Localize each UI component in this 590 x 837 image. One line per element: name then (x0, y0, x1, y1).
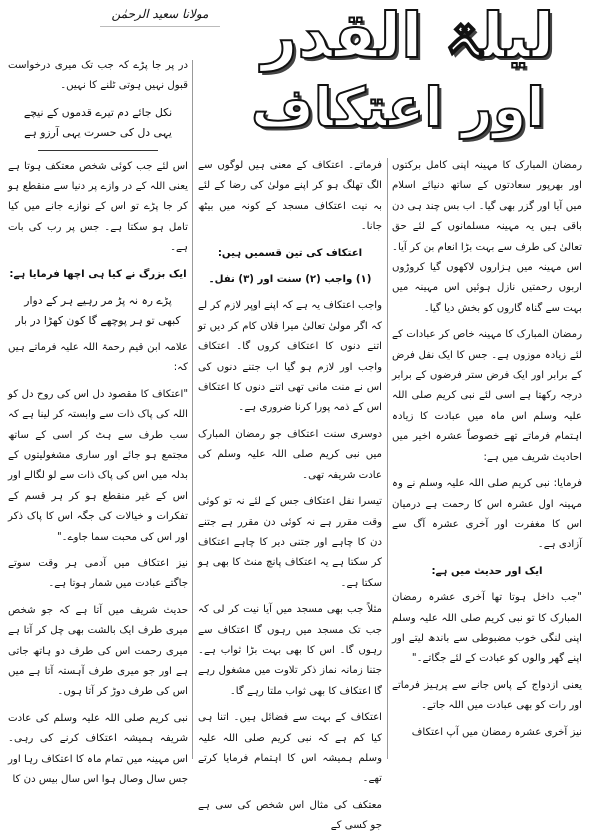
paragraph: اس لئے جب کوئی شخص معتکف ہوتا ہے یعنی اللہ کے در وازے پر دنیا سے منقطع ہو کر جا پڑے تو اس کے نوازے جانے میں کیا تامل ہو سکتا ہے۔ جس پر رب کی بات ہے۔ (8, 160, 188, 254)
column-divider-2 (387, 158, 388, 759)
article-column-left (8, 56, 188, 785)
article-column-middle (198, 156, 382, 832)
title-line-2: اور اعتکاف (251, 76, 545, 139)
paragraph: یعنی ازدواج کے پاس جانے سے پرہیز فرماتے اور رات کو بھی عبادت میں اللہ جاتے۔ (392, 679, 582, 712)
paragraph: در پر جا پڑے کہ جب تک میری درخواست قبول نہیں ہوتی ٹلنے کا نہیں۔ (8, 60, 188, 92)
verse-couplet: نکل جائے دم تیرے قدموں کے نیچے یہی دل کی حسرت یہی آرزو ہے (23, 105, 173, 140)
subheading: اعتکاف کی تین قسمیں ہیں: (217, 247, 363, 259)
hadith-quote: "جب داخل ہوتا تھا آخری عشرہ رمضان المبارک کا تو نبی کریم صلی اللہ علیہ وسلم اپنی لنگی خوب مضبوطی سے باندھ لیتے اور اپنے گھر والوں کو عبادت کے لئے جگاتے۔" (392, 592, 582, 665)
paragraph: حدیث شریف میں آتا ہے کہ جو شخص میری طرف ایک بالشت بھی چل کر آتا ہے میری رحمت اس کی طرف دو ہاتھ جاتی ہے اور جو میری طرف آہستہ آتا ہے میں اس کی طرف دوڑ کر آتا ہوں۔ (8, 604, 188, 698)
author-byline: مولانا سعید الرحمٰن (100, 2, 220, 27)
verse-couplet: پڑے رہ نہ پڑ مر رہیے ہر کے دوار کبھی تو ہر پوچھے گا کون کھڑا در بار (15, 294, 181, 328)
paragraph: نیز آخری عشرہ رمضان میں آپ اعتکاف (411, 726, 582, 738)
column-divider-1 (192, 60, 193, 759)
paragraph: دوسری سنت اعتکاف جو رمضان المبارک میں نبی کریم صلی اللہ علیہ وسلم کی عادت شریفہ تھی۔ (198, 428, 382, 481)
paragraph: فرماتے۔ اعتکاف کے معنی ہیں لوگوں سے الگ تھلگ ہو کر اپنے مولیٰ کی رضا کے لئے بہ نیت اعتکاف مسجد کے کونہ میں بیٹھ جانا۔ (198, 160, 382, 233)
paragraph: مثلاً جب بھی مسجد میں آیا نیت کر لی کہ جب تک مسجد میں رہوں گا اعتکاف سے رہوں گا۔ اس کا بھی بہت بڑا ثواب ہے۔ جتنا زمانہ نماز ذکر تلاوت میں مشغول رہے گا اعتکاف کا بھی ثواب ملتا رہے گا۔ (198, 604, 382, 697)
paragraph: رمضان المبارک کا مہینہ خاص کر عبادات کے لئے زیادہ موزوں ہے۔ جس کا ایک نفل فرض کے برابر اور ایک فرض ستر فرضوں کے برابر درجہ رکھتا ہے اسی لئے نبی کریم صلی اللہ علیہ وسلم اس ماہ میں عبادت کا زیادہ اہتمام فرماتے تھے خصوصاً عشرہ اخیر میں احادیث شریف میں ہے: (392, 329, 582, 463)
paragraph: تیسرا نفل اعتکاف جس کے لئے نہ تو کوئی وقت مقرر ہے نہ کوئی دن مقرر ہے جتنے دن کا چاہے اور جتنی دیر کا چاہے اعتکاف کر سکتا ہے یہ اعتکاف پانچ منٹ کا بھی ہو سکتا ہے۔ (198, 496, 382, 589)
paragraph: نبی کریم صلی اللہ علیہ وسلم کی عادت شریفہ ہمیشہ اعتکاف کرنے کی رہی۔ اس مہینہ میں تمام ماہ کا اعتکاف رہا اور جس سال وصال ہوا اس سال بیس دن کا (8, 712, 188, 785)
hadith-paragraph: فرمایا: نبی کریم صلی اللہ علیہ وسلم نے وہ مہینہ اول عشرہ اس کا رحمت ہے درمیان اس کا مغفرت اور آخری عشرہ آگ سے آزادی ہے۔ (392, 478, 582, 551)
paragraph: علامہ ابن قیم رحمۃ اللہ علیہ فرماتے ہیں کہ: (8, 341, 188, 374)
paragraph: واجب اعتکاف یہ ہے کہ اپنے اوپر لازم کر لے کہ اگر مولیٰ تعالیٰ میرا فلاں کام کر دیں تو اتنے دنوں کا اعتکاف کروں گا۔ اعتکاف واجب اور لازم ہو گیا اب جتنے دنوں کی اس نے منت مانی تھی اتنے دنوں کا اعتکاف اس کے ذمہ پورا کرنا ضروری ہے۔ (198, 300, 382, 414)
paragraph: معتکف کی مثال اس شخص کی سی ہے جو کسی کے (198, 799, 382, 832)
title-line-1: لیلۃ القدر (261, 0, 555, 72)
article-title (232, 0, 584, 154)
categories-line: (۱) واجب (۲) سنت اور (۳) نفل۔ (208, 274, 372, 286)
paragraph: نیز اعتکاف میں آدمی ہر وقت سوتے جاگتے عبادت میں شمار ہوتا ہے۔ (8, 557, 188, 590)
paragraph: اعتکاف کے بہت سے فضائل ہیں۔ اتنا ہی کیا کم ہے کہ نبی کریم صلی اللہ علیہ وسلم ہمیشہ اس کا اہتمام فرمایا کرتے تھے۔ (198, 712, 382, 785)
article-column-right (392, 156, 582, 762)
paragraph: رمضان المبارک کا مہینہ اپنی کامل برکتوں اور بھرپور سعادتوں کے ساتھ دنیائے اسلام میں آیا اور گزر بھی گیا۔ اب بس چند ہی دن باقی ہیں یہ مہینہ مسلمانوں کے لئے حق تعالیٰ کی طرف سے بہت بڑا انعام بن کر آیا۔ اس مہینہ میں ہزاروں لاکھوں گیا کروڑوں اربوں رحمتیں نازل ہوئیں اس مہینہ میں بہت سے گناہ گاروں کو بخش دیا گیا۔ (392, 160, 582, 314)
subheading: ایک اور حدیث میں ہے: (431, 565, 543, 577)
subheading: ایک بزرگ نے کیا ہی اچھا فرمایا ہے: (9, 268, 187, 280)
scholar-quote: "اعتکاف کا مقصود دل اس کی روح دل کو اللہ کی پاک ذات سے وابستہ کر لینا ہے کہ سب طرف سے ہٹ کر اسی کے ساتھ مجتمع ہو جائے اور ساری مشغولیتوں کے بدلہ میں اس کی پاک ذات سے لو لگالے اور اس کے غیر منقطع ہو کر ہر قسم کے تفکرات و خیالات کی جگہ اس کا پاک ذکر اور اس کی محبت سما جاوے۔" (8, 388, 188, 543)
divider (38, 150, 158, 151)
